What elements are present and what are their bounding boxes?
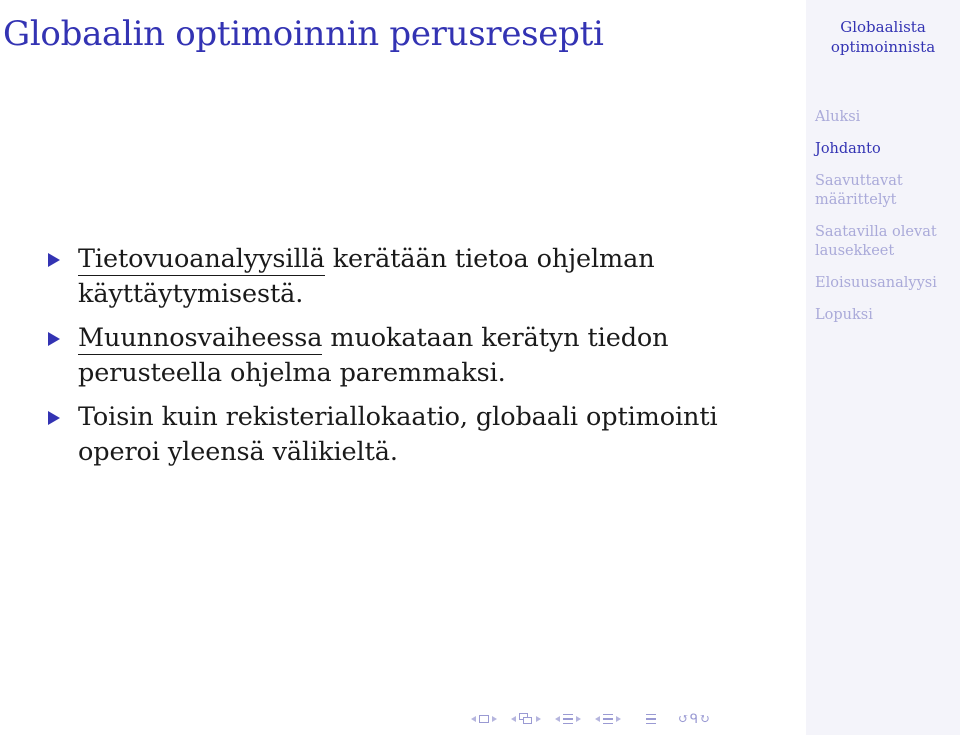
sidebar-item-label: Eloisuusanalyysi <box>815 275 937 291</box>
sidebar-item-saatavilla-olevat-lausekkeet[interactable] <box>815 223 957 261</box>
sidebar-item-label: Saavuttavat <box>815 173 903 189</box>
align-button[interactable] <box>646 711 656 727</box>
search-icon: ↺ᑫ↻ <box>678 711 711 727</box>
part-icon <box>603 714 613 724</box>
search-button[interactable] <box>678 711 711 727</box>
section-icon <box>563 714 573 724</box>
next-subsection-button[interactable] <box>533 711 544 727</box>
sidebar-title-line1: Globaalista <box>840 18 926 36</box>
section-button[interactable] <box>563 711 573 727</box>
next-arrow-icon <box>536 716 541 722</box>
item-text-continued: käyttäytymisestä. <box>78 279 304 309</box>
sidebar-item-label: Lopuksi <box>815 307 873 323</box>
sidebar-item-label-line2: määrittelyt <box>815 192 897 208</box>
next-slide-button[interactable] <box>489 711 500 727</box>
sidebar-title-line2: optimoinnista <box>830 38 936 56</box>
item-text: kerätään tietoa ohjelman <box>324 244 655 274</box>
bullet-triangle-icon <box>48 411 60 425</box>
list-item <box>48 321 788 391</box>
item-text-continued: operoi yleensä välikieltä. <box>78 437 398 467</box>
prev-arrow-icon <box>471 716 476 722</box>
part-button[interactable] <box>603 711 613 727</box>
bullet-triangle-icon <box>48 332 60 346</box>
prev-part-button[interactable] <box>592 711 603 727</box>
item-text: Toisin kuin rekisteriallokaatio, globaali optimointi <box>78 402 718 432</box>
frame-icon <box>479 715 489 723</box>
prev-section-button[interactable] <box>552 711 563 727</box>
align-icon <box>646 714 656 724</box>
list-item <box>48 400 788 470</box>
next-arrow-icon <box>616 716 621 722</box>
sidebar-item-johdanto[interactable] <box>815 140 957 159</box>
frame-button[interactable] <box>479 711 489 727</box>
sidebar-title[interactable] <box>806 17 960 57</box>
sidebar-item-label: Johdanto <box>815 141 881 157</box>
beamer-navigation-bar <box>468 710 711 728</box>
sidebar-item-eloisuusanalyysi[interactable] <box>815 274 957 293</box>
sidebar-nav <box>815 108 957 338</box>
next-section-button[interactable] <box>573 711 584 727</box>
term-highlight: Tietovuoanalyysillä <box>78 244 325 274</box>
prev-arrow-icon <box>595 716 600 722</box>
sidebar-item-label: Aluksi <box>815 109 861 125</box>
subsection-button[interactable] <box>519 711 533 727</box>
next-arrow-icon <box>492 716 497 722</box>
next-part-button[interactable] <box>613 711 624 727</box>
bullet-list <box>48 242 788 479</box>
prev-arrow-icon <box>555 716 560 722</box>
prev-arrow-icon <box>511 716 516 722</box>
sidebar <box>806 0 960 735</box>
prev-subsection-button[interactable] <box>508 711 519 727</box>
prev-slide-button[interactable] <box>468 711 479 727</box>
sidebar-item-saavuttavat-maarittelyt[interactable] <box>815 172 957 210</box>
item-text-continued: perusteella ohjelma paremmaksi. <box>78 358 506 388</box>
slide-title: Globaalin optimoinnin perusresepti <box>3 14 604 54</box>
sidebar-item-aluksi[interactable] <box>815 108 957 127</box>
term-highlight: Muunnosvaiheessa <box>78 323 323 353</box>
list-item <box>48 242 788 312</box>
next-arrow-icon <box>576 716 581 722</box>
subsection-icon <box>519 713 533 725</box>
sidebar-item-label: Saatavilla olevat <box>815 224 937 240</box>
sidebar-item-label-line2: lausekkeet <box>815 243 895 259</box>
bullet-triangle-icon <box>48 253 60 267</box>
sidebar-item-lopuksi[interactable] <box>815 306 957 325</box>
item-text: muokataan kerätyn tiedon <box>322 323 669 353</box>
